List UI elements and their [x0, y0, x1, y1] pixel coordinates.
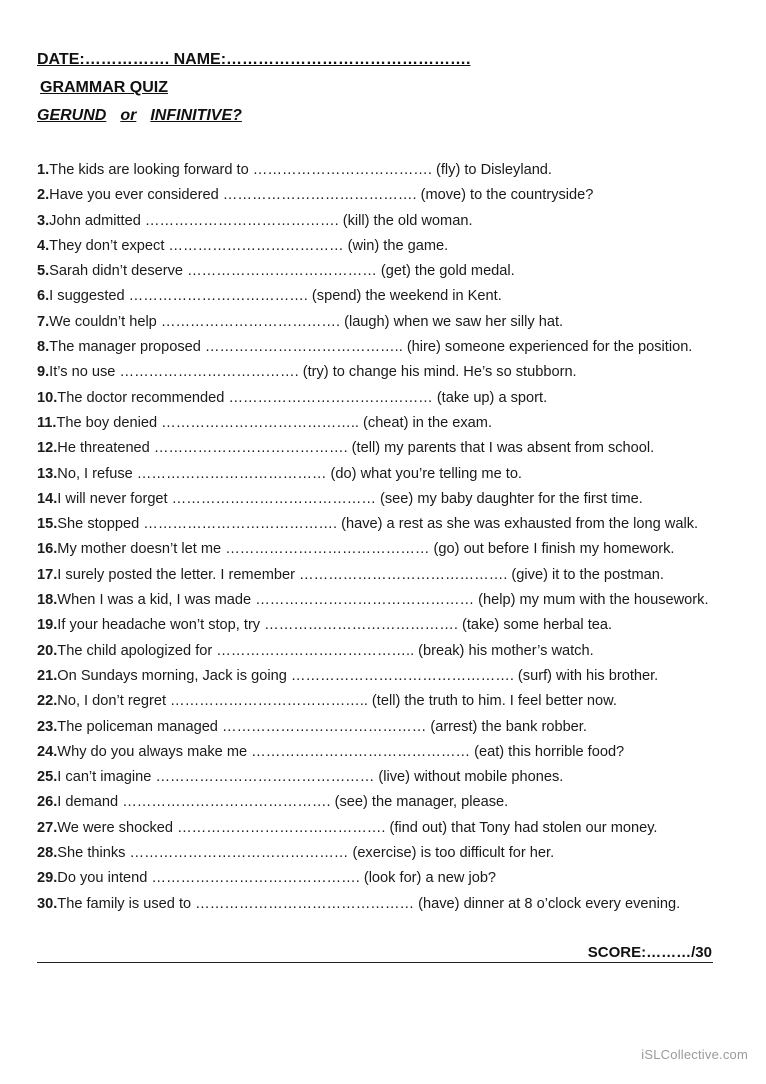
question-item [37, 259, 709, 284]
question-number: 17. [37, 566, 58, 583]
question-number: 1. [37, 162, 50, 178]
question-number: 11. [37, 414, 57, 431]
question-text: I demand ……………………………………. (see) the manager, please. [57, 794, 509, 811]
question-number: 23. [37, 718, 58, 735]
question-text: Why do you always make me ……………………………………… (eat) this horrible food? [57, 743, 625, 760]
question-item [37, 234, 709, 259]
question-item [37, 613, 709, 638]
question-number: 2. [37, 187, 50, 204]
question-number: 8. [37, 339, 50, 356]
question-text: It’s no use ………………………………. (try) to change his mind. He’s so stubborn. [49, 364, 577, 381]
question-item [37, 411, 709, 436]
question-item [37, 715, 709, 740]
question-text: I suggested ………………………………. (spend) the weekend in Kent. [49, 288, 502, 305]
question-number: 12. [37, 440, 58, 457]
quiz-subtitle [37, 106, 242, 126]
question-item [37, 158, 709, 183]
question-text: She thinks ……………………………………… (exercise) is too difficult for her. [57, 845, 555, 862]
question-text: The child apologized for ………………………………….. (break) his mother’s watch. [57, 642, 594, 659]
question-item [37, 537, 709, 562]
question-text: Do you intend ……………………………………. (look for) a new job? [57, 870, 497, 887]
question-number: 20. [37, 642, 58, 659]
question-text: The boy denied ………………………………….. (cheat) in the exam. [56, 414, 493, 431]
question-number: 29. [37, 870, 58, 887]
question-item [37, 183, 709, 208]
question-item [37, 740, 709, 765]
question-number: 24. [37, 743, 58, 760]
question-number: 30. [37, 895, 58, 912]
question-item [37, 462, 709, 487]
question-item [37, 765, 709, 790]
question-item [37, 841, 709, 866]
question-text: No, I refuse ………………………………… (do) what you’re telling me to. [57, 465, 522, 482]
quiz-title: GRAMMAR QUIZ [40, 79, 168, 96]
question-item [37, 310, 709, 335]
question-text: I surely posted the letter. I remember ……………………………………. (give) it to the postman. [57, 566, 664, 583]
question-item [37, 816, 709, 841]
question-number: 7. [37, 313, 50, 330]
question-number: 4. [37, 237, 50, 254]
question-number: 13. [37, 465, 58, 482]
question-number: 21. [37, 667, 58, 684]
question-text: We couldn’t help ………………………………. (laugh) when we saw her silly hat. [49, 313, 564, 330]
question-text: The family is used to ……………………………………… (have) dinner at 8 o’clock every evening. [57, 895, 681, 912]
question-item [37, 487, 709, 512]
question-number: 22. [37, 693, 58, 710]
subtitle-or: or [120, 107, 137, 124]
question-text: Sarah didn’t deserve ………………………………… (get) the gold medal. [49, 263, 515, 280]
question-number: 19. [37, 617, 58, 634]
question-list [37, 158, 709, 917]
question-text: The manager proposed ………………………………….. (hire) someone experienced for the position. [49, 339, 693, 356]
question-item [37, 209, 709, 234]
question-item [37, 866, 709, 891]
question-number: 16. [37, 541, 58, 558]
date-name-line: DATE:……………. NAME:………………………………………. [37, 51, 471, 68]
question-text: If your headache won’t stop, try …………………………………. (take) some herbal tea. [57, 617, 613, 634]
question-text: I will never forget …………………………………… (see) my baby daughter for the first time. [57, 490, 643, 507]
question-text: He threatened …………………………………. (tell) my parents that I was absent from school. [57, 440, 655, 457]
question-number: 18. [37, 592, 58, 609]
question-item [37, 386, 709, 411]
question-text: Have you ever considered …………………………………. (move) to the countryside? [49, 187, 594, 204]
question-item [37, 588, 709, 613]
question-item [37, 639, 709, 664]
question-number: 6. [37, 288, 50, 305]
subtitle-infinitive: INFINITIVE? [150, 107, 242, 124]
question-item [37, 563, 709, 588]
question-number: 25. [37, 769, 58, 786]
question-item [37, 689, 709, 714]
score-label: SCORE:………/30 [587, 944, 712, 961]
question-text: They don’t expect ……………………………… (win) the game. [49, 237, 449, 254]
score-rule [37, 962, 713, 963]
question-item [37, 360, 709, 385]
watermark: iSLCollective.com [641, 1047, 748, 1062]
question-text: On Sundays morning, Jack is going ………………………………………. (surf) with his brother. [57, 667, 659, 684]
question-number: 9. [37, 364, 50, 381]
question-number: 10. [37, 389, 58, 406]
question-number: 3. [37, 212, 50, 229]
question-number: 26. [37, 794, 58, 811]
question-item [37, 664, 709, 689]
question-text: The policeman managed …………………………………… (arrest) the bank robber. [57, 718, 587, 735]
question-item [37, 284, 709, 309]
question-text: John admitted …………………………………. (kill) the old woman. [49, 212, 473, 229]
subtitle-gerund: GERUND [37, 107, 107, 124]
question-item [37, 436, 709, 461]
question-text: The doctor recommended …………………………………… (take up) a sport. [57, 389, 548, 406]
question-number: 27. [37, 819, 58, 836]
question-text: No, I don’t regret ………………………………….. (tell) the truth to him. I feel better now. [57, 693, 617, 710]
question-item [37, 790, 709, 815]
question-item [37, 892, 709, 917]
question-text: We were shocked ……………………………………. (find out) that Tony had stolen our money. [57, 819, 658, 836]
question-item [37, 512, 709, 537]
question-number: 14. [37, 490, 58, 507]
question-text: The kids are looking forward to ………………………………. (fly) to Disleyland. [49, 162, 552, 178]
question-number: 5. [37, 263, 50, 280]
question-text: My mother doesn’t let me …………………………………… (go) out before I finish my homework. [57, 541, 675, 558]
question-number: 15. [37, 516, 58, 533]
question-text: She stopped …………………………………. (have) a rest as she was exhausted from the long walk. [57, 516, 699, 533]
question-text: I can’t imagine ……………………………………… (live) without mobile phones. [57, 769, 564, 786]
question-item [37, 335, 709, 360]
question-text: When I was a kid, I was made ……………………………………… (help) my mum with the housework. [57, 592, 709, 609]
question-number: 28. [37, 845, 58, 862]
